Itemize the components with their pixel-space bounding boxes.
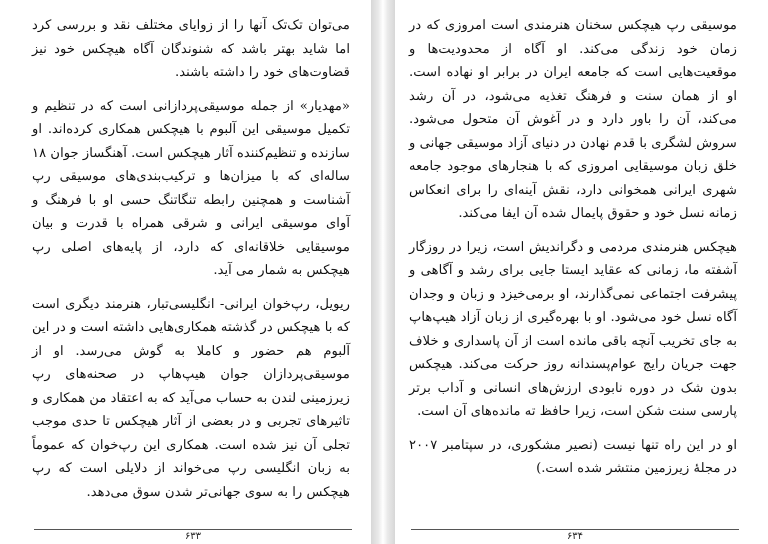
- right-page-text: [409, 14, 737, 491]
- page-number: ۶۳۴: [555, 531, 595, 542]
- left-page-text: [32, 14, 350, 514]
- paragraph: «مهدیار» از جمله موسیقی‌پردازانی است که در تنظیم و تکمیل موسیقی این آلبوم با هیچکس همکاری کرده‌اند. او سازنده و تنظیم‌کننده آثار هیچکس است. آهنگساز جوان ۱۸ ساله‌ای که با میزان‌ها و ترکیب‌بندی‌های موسیقی رپ آشناست و همچنین رابطه تنگاتنگ حسی او با فرهنگ و آوای موسیقی ایرانی و شرقی همراه با قدرت و بیان موسیقایی خلاقانه‌ای که دارد، از پایه‌های اصلی رپ هیچکس به شمار می آید.: [32, 98, 350, 278]
- paragraph: هیچکس هنرمندی مردمی و دگراندیش است، زیرا در روزگار آشفته ما، زمانی که عقاید ایستا جایی برای رشد و آگاهی و پیشرفت اجتماعی نمی‌گذارند، او برمی‌خیزد و زبان و وجدان آگاه نسل خود می‌شود. او با بهره‌گیری از زبان آزاد هیپ‌هاپ به جای تخریب آنچه باقی مانده است از آن پاسداری و خلاف جهت جریان رایج عوام‌پسندانه روز حرکت می‌کند. هیچکس بدون شک در دوره نابودی ارزش‌های انسانی و آداب برتر پارسی سنت شکن است، زیرا حافظ ته مانده‌های آن است.: [409, 239, 737, 419]
- left-page: [0, 0, 371, 544]
- page-number: ۶۳۳: [173, 531, 213, 542]
- paragraph: می‌توان تک‌تک آنها را از زوایای مختلف نقد و بررسی کرد اما شاید بهتر باشد که شنوندگان آگاه هیچکس خود نیز قضاوت‌های خود را داشته باشند.: [32, 18, 350, 80]
- paragraph: ریویل، رپ‌خوان ایرانی- انگلیسی‌تبار، هنرمند دیگری است که با هیچکس در گذشته همکاری‌هایی داشته است و در این آلبوم هم حضور و کاملا به گوش می‌رسد. او از موسیقی‌پردازان جوان هیپ‌هاپ در صحنه‌های رپ زیرزمینی لندن به حساب می‌آید که به اعتقاد من همکاری و تاثیرهای تجربی و در بعضی از آثار هیچکس تا حدی موجب تجلی آن نیز شده است. همکاری این رپ‌خوان که عموماً به زبان انگلیسی رپ می‌خواند از دلایلی است که رپ هیچکس را به سوی جهانی‌تر شدن سوق می‌دهد.: [32, 296, 350, 500]
- footer-rule: [34, 529, 352, 530]
- right-page: [395, 0, 768, 544]
- footer-rule: [411, 529, 739, 530]
- book-gutter: [371, 0, 395, 544]
- paragraph: او در این راه تنها نیست (نصیر مشکوری، در سپتامبر ۲۰۰۷ در مجلهٔ زیرزمین منتشر شده است.): [409, 437, 737, 476]
- paragraph: موسیقی رپ هیچکس سخنان هنرمندی است امروزی که در زمان خود زندگی می‌کند. او آگاه از محدودیت‌ها و موقعیت‌هایی است که جامعه ایران در برابر او نهاده است. او از همان سنت و فرهنگ تغذیه می‌شود، در آن رشد می‌کند، آن را باور دارد و در آغوش آن متحول می‌شود. سروش لشگری با قدم نهادن در دنیای آزاد موسیقی جهانی و خلق زبان موسیقایی امروزی که با هنجارهای موجود جامعه شهری ایرانی همخوانی دارد، نقش آینه‌ای را برای انعکاس زمانه نسل خود و حقوق پایمال شده آن ایفا می‌کند.: [409, 18, 737, 221]
